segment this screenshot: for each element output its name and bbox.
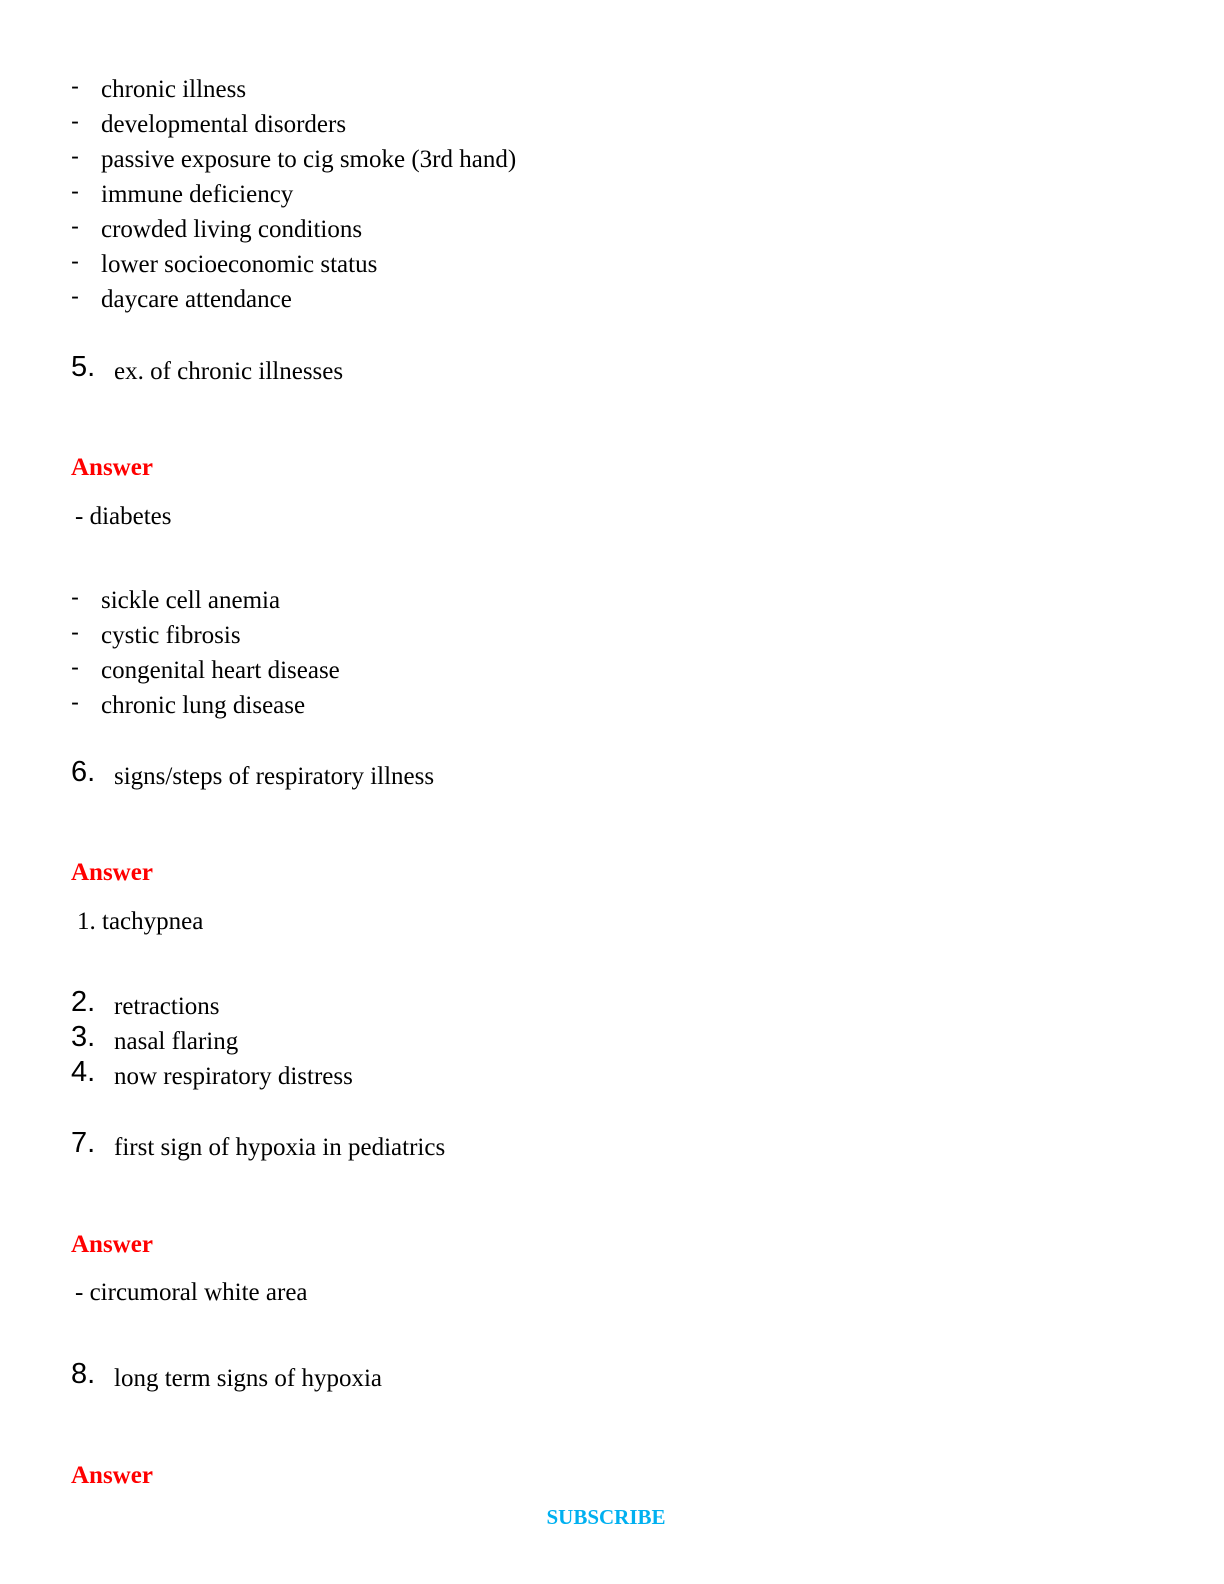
list-item-text: daycare attendance [101, 286, 292, 313]
question-7 [0, 1127, 1100, 1165]
list-item [0, 583, 1100, 618]
list-item-text: lower socioeconomic status [101, 251, 378, 278]
dash-bullet: - [71, 73, 79, 100]
dash-bullet: - [71, 654, 79, 681]
question-number: 5. [71, 351, 96, 383]
list-item-text: congenital heart disease [101, 657, 340, 684]
dash-bullet: - [71, 689, 79, 716]
list-number: 3. [71, 1021, 96, 1053]
list-item [0, 177, 1100, 212]
list-item [0, 1021, 1100, 1059]
list-item-text: crowded living conditions [101, 216, 363, 243]
answer-text: - circumoral white area [75, 1279, 308, 1306]
answer-label: Answer [71, 454, 153, 481]
answer-text: - diabetes [75, 503, 172, 530]
list-item-text: nasal flaring [114, 1028, 239, 1055]
list-item [0, 282, 1100, 317]
list-item-text: retractions [114, 993, 220, 1020]
answer-label: Answer [71, 859, 153, 886]
subscribe-link[interactable]: SUBSCRIBE [546, 1505, 666, 1529]
question-number: 6. [71, 756, 96, 788]
question-number: 7. [71, 1127, 96, 1159]
list-item [0, 72, 1100, 107]
dash-bullet: - [71, 619, 79, 646]
list-item [0, 688, 1100, 723]
answer-label: Answer [71, 1462, 153, 1489]
answer-list [0, 986, 1100, 1094]
question-5 [0, 351, 1100, 389]
dash-bullet: - [71, 178, 79, 205]
question-text: first sign of hypoxia in pediatrics [114, 1134, 446, 1161]
dash-bullet: - [71, 248, 79, 275]
question-number: 8. [71, 1358, 96, 1390]
list-item [0, 212, 1100, 247]
list-item-text: chronic lung disease [101, 692, 306, 719]
list-item [0, 247, 1100, 282]
dash-bullet: - [71, 108, 79, 135]
question-text: signs/steps of respiratory illness [114, 763, 435, 790]
list-number: 2. [71, 986, 96, 1018]
list-item-text: sickle cell anemia [101, 587, 281, 614]
question-row [0, 756, 1100, 794]
question-row [0, 1358, 1100, 1396]
list-item [0, 653, 1100, 688]
answer-text: 1. tachypnea [77, 908, 204, 935]
list-item-text: developmental disorders [101, 111, 347, 138]
list-item-text: cystic fibrosis [101, 622, 241, 649]
list-item [0, 1056, 1100, 1094]
list-number: 4. [71, 1056, 96, 1088]
dash-bullet: - [71, 283, 79, 310]
dash-bullet: - [71, 213, 79, 240]
list-item [0, 618, 1100, 653]
answer-label: Answer [71, 1231, 153, 1258]
question-text: ex. of chronic illnesses [114, 358, 344, 385]
question-row [0, 351, 1100, 389]
risk-factor-list [0, 72, 1100, 317]
list-item [0, 142, 1100, 177]
question-8 [0, 1358, 1100, 1396]
dash-bullet: - [71, 584, 79, 611]
list-item-text: passive exposure to cig smoke (3rd hand) [101, 146, 517, 173]
question-6 [0, 756, 1100, 794]
question-row [0, 1127, 1100, 1165]
answer-list [0, 583, 1100, 723]
list-item-text: immune deficiency [101, 181, 294, 208]
list-item-text: chronic illness [101, 76, 247, 103]
list-item-text: now respiratory distress [114, 1063, 353, 1090]
list-item [0, 986, 1100, 1024]
list-item [0, 107, 1100, 142]
question-text: long term signs of hypoxia [114, 1365, 383, 1392]
dash-bullet: - [71, 143, 79, 170]
